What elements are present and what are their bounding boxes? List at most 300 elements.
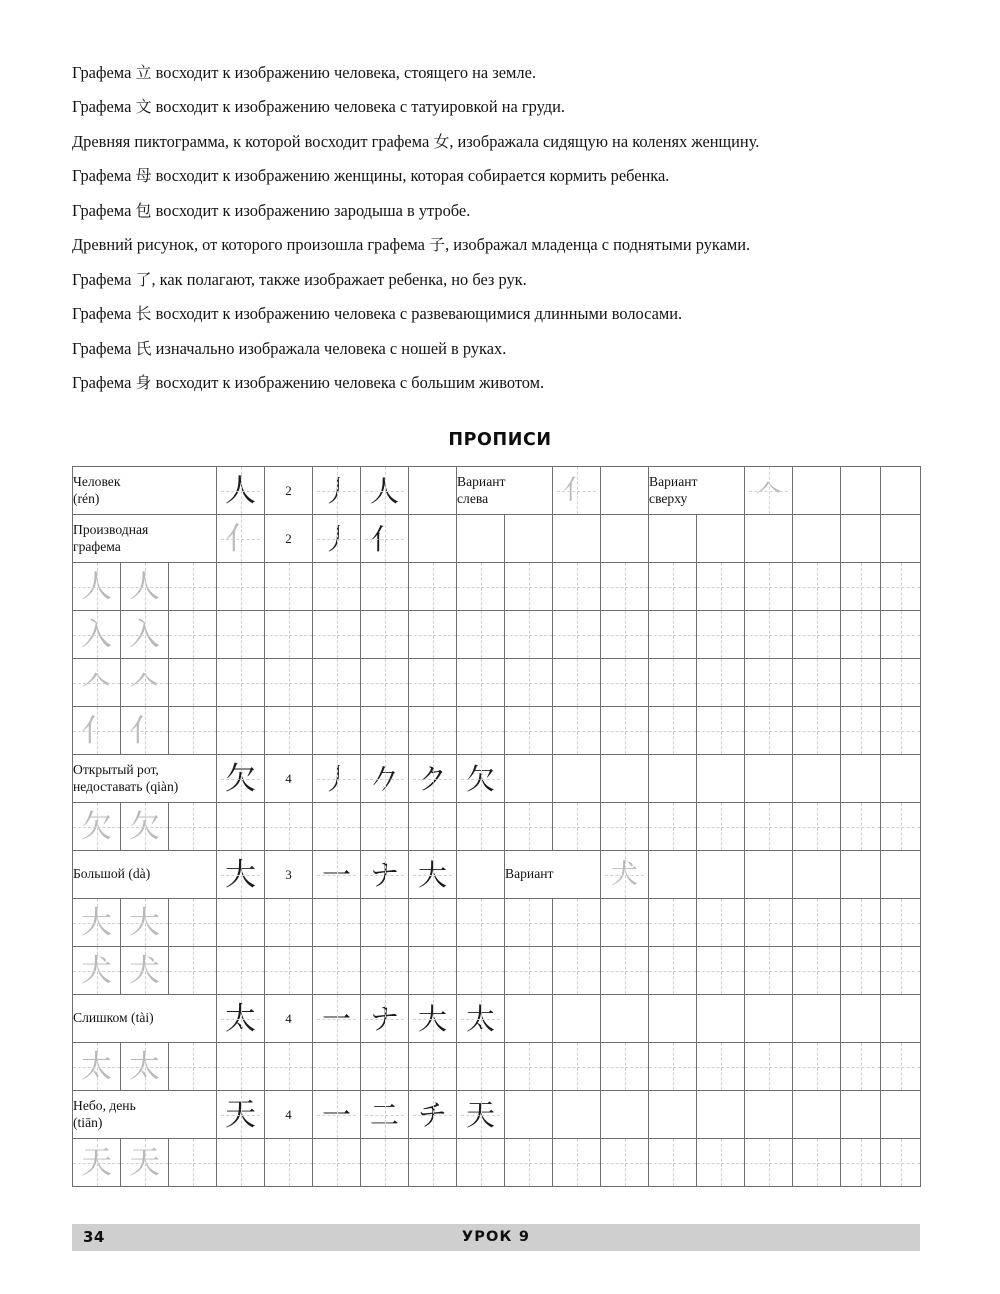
variant-left-glyph-cell: [553, 467, 601, 515]
practice-cell[interactable]: [745, 899, 793, 947]
entry-ren-derived-blank-5[interactable]: [601, 515, 649, 563]
paragraph-9-post: изначально изображала человека с ношей в руках.: [151, 338, 507, 358]
paragraph-1: [72, 62, 930, 85]
practice-cell[interactable]: [361, 899, 409, 947]
entry-ren-derived-model-glyph: 亻: [225, 520, 257, 557]
entry-tai-blank-4[interactable]: [649, 995, 697, 1043]
practice-row: [73, 803, 921, 851]
entry-tai-blank-8[interactable]: [841, 995, 881, 1043]
practice-cell[interactable]: [841, 803, 881, 851]
entry-tai-label-line1: Слишком (tài): [73, 1010, 154, 1026]
entry-tian-blank-4[interactable]: [649, 1091, 697, 1139]
entry-tian-model-glyph: 天: [225, 1096, 257, 1133]
entry-ren-derived-blank-7[interactable]: [697, 515, 745, 563]
practice-cell[interactable]: [793, 611, 841, 659]
practice-cell[interactable]: [409, 803, 457, 851]
practice-cell[interactable]: [505, 563, 553, 611]
practice-cell[interactable]: [841, 1043, 881, 1091]
entry-da-blank-1[interactable]: [457, 851, 505, 899]
entry-ren-header-row: [73, 467, 921, 515]
variant-top-glyph: 𠆢: [755, 474, 783, 506]
practice-cell[interactable]: [217, 803, 265, 851]
practice-model-glyph: 太: [81, 1048, 112, 1085]
entry-tian-blank-6[interactable]: [745, 1091, 793, 1139]
paragraph-10-pre: Графема: [72, 373, 136, 393]
entry-tian-blank-7[interactable]: [793, 1091, 841, 1139]
practice-row: [73, 563, 921, 611]
entry-ren-derived-blank-2[interactable]: [457, 515, 505, 563]
practice-cell[interactable]: [409, 611, 457, 659]
practice-cell[interactable]: [649, 1043, 697, 1091]
practice-cell[interactable]: [313, 611, 361, 659]
entry-tian-blank-3[interactable]: [601, 1091, 649, 1139]
practice-cell[interactable]: [313, 803, 361, 851]
practice-model-glyph-2: 太: [129, 1048, 160, 1085]
paragraph-3: [72, 131, 930, 154]
practice-cell[interactable]: [793, 563, 841, 611]
entry-tai-blank-5[interactable]: [697, 995, 745, 1043]
practice-model-glyph: 入: [81, 616, 112, 653]
practice-model-cell: [73, 659, 121, 707]
paragraph-6-glyph: 子: [429, 235, 446, 255]
entry-qian-blank-6[interactable]: [745, 755, 793, 803]
practice-cell[interactable]: [169, 899, 217, 947]
paragraph-5-glyph: 包: [135, 200, 152, 220]
entry-tian-model-cell: [217, 1091, 265, 1139]
entry-tian-blank-9[interactable]: [881, 1091, 921, 1139]
practice-cell[interactable]: [457, 1043, 505, 1091]
practice-cell[interactable]: [881, 899, 921, 947]
entry-da-blank-2[interactable]: [649, 851, 697, 899]
practice-cell[interactable]: [553, 563, 601, 611]
practice-cell[interactable]: [409, 563, 457, 611]
practice-cell[interactable]: [265, 707, 313, 755]
variant-top-glyph-cell: [745, 467, 793, 515]
entry-da-blank-4[interactable]: [745, 851, 793, 899]
practice-cell[interactable]: [409, 947, 457, 995]
entry-ren-derived-label: [73, 515, 217, 563]
practice-row: [73, 1043, 921, 1091]
practice-cell[interactable]: [649, 899, 697, 947]
practice-cell[interactable]: [409, 707, 457, 755]
paragraph-8-glyph: 长: [135, 304, 152, 324]
entry-qian-blank-7[interactable]: [793, 755, 841, 803]
practice-cell[interactable]: [881, 947, 921, 995]
practice-cell[interactable]: [697, 563, 745, 611]
entry-ren-label: [73, 467, 217, 515]
practice-model-cell-2: [121, 659, 169, 707]
practice-cell[interactable]: [649, 563, 697, 611]
entry-qian-blank-9[interactable]: [881, 755, 921, 803]
practice-cell[interactable]: [649, 803, 697, 851]
practice-row: [73, 707, 921, 755]
practice-cell[interactable]: [649, 659, 697, 707]
practice-cell[interactable]: [697, 707, 745, 755]
entry-ren-blank-3[interactable]: [793, 467, 841, 515]
practice-cell[interactable]: [601, 659, 649, 707]
entry-ren-derived-blank-1[interactable]: [409, 515, 457, 563]
practice-model-glyph: 人: [81, 568, 112, 605]
practice-cell[interactable]: [745, 1043, 793, 1091]
page-footer: [72, 1224, 920, 1251]
entry-tian-stroke-2-glyph: 二: [370, 1097, 400, 1132]
entry-qian-model-cell: [217, 755, 265, 803]
practice-model-glyph-2: 入: [129, 616, 160, 653]
practice-cell[interactable]: [313, 563, 361, 611]
practice-cell[interactable]: [881, 659, 921, 707]
entry-qian-stroke-2-glyph: 𠂊: [370, 761, 400, 796]
practice-cell[interactable]: [601, 899, 649, 947]
practice-model-glyph-2: 欠: [129, 808, 160, 845]
practice-cell[interactable]: [217, 659, 265, 707]
entry-qian-blank-1[interactable]: [505, 755, 553, 803]
prose-block: [72, 62, 930, 407]
practice-cell[interactable]: [457, 611, 505, 659]
practice-cell[interactable]: [745, 803, 793, 851]
practice-cell[interactable]: [841, 563, 881, 611]
practice-cell[interactable]: [841, 707, 881, 755]
practice-cell[interactable]: [881, 803, 921, 851]
entry-tai-blank-6[interactable]: [745, 995, 793, 1043]
practice-cell[interactable]: [841, 659, 881, 707]
practice-cell[interactable]: [649, 1139, 697, 1187]
entry-tai-blank-3[interactable]: [601, 995, 649, 1043]
practice-cell[interactable]: [553, 1043, 601, 1091]
practice-cell[interactable]: [217, 1043, 265, 1091]
practice-cell[interactable]: [409, 1139, 457, 1187]
practice-cell[interactable]: [457, 659, 505, 707]
practice-cell[interactable]: [217, 707, 265, 755]
practice-cell[interactable]: [457, 563, 505, 611]
practice-model-cell-2: [121, 707, 169, 755]
practice-cell[interactable]: [217, 611, 265, 659]
paragraph-7-post: , как полагают, также изображает ребенка, но без рук.: [151, 269, 527, 289]
entry-ren-derived-blank-10[interactable]: [841, 515, 881, 563]
practice-cell[interactable]: [649, 947, 697, 995]
entry-ren-derived-blank-6[interactable]: [649, 515, 697, 563]
paragraph-5-pre: Графема: [72, 200, 136, 220]
practice-cell[interactable]: [745, 1139, 793, 1187]
practice-cell[interactable]: [841, 611, 881, 659]
practice-cell[interactable]: [697, 611, 745, 659]
practice-cell[interactable]: [313, 659, 361, 707]
practice-cell[interactable]: [793, 1139, 841, 1187]
entry-ren-blank-4[interactable]: [841, 467, 881, 515]
entry-tai-blank-7[interactable]: [793, 995, 841, 1043]
entry-ren-derived-blank-11[interactable]: [881, 515, 921, 563]
entry-tai-stroke-3: [409, 995, 457, 1043]
practice-cell[interactable]: [553, 947, 601, 995]
variant-top-label-line2: сверху: [649, 490, 688, 506]
practice-cell[interactable]: [265, 899, 313, 947]
entry-tai-blank-2[interactable]: [553, 995, 601, 1043]
entry-da-stroke-count: 3: [265, 851, 313, 899]
practice-cell[interactable]: [265, 563, 313, 611]
practice-model-cell: [73, 947, 121, 995]
practice-model-cell: [73, 1043, 121, 1091]
practice-cell[interactable]: [601, 803, 649, 851]
entry-da-blank-7[interactable]: [881, 851, 921, 899]
page-number: 34: [83, 1228, 105, 1246]
practice-cell[interactable]: [265, 803, 313, 851]
entry-tai-blank-9[interactable]: [881, 995, 921, 1043]
practice-cell[interactable]: [881, 563, 921, 611]
practice-cell[interactable]: [169, 659, 217, 707]
practice-cell[interactable]: [313, 899, 361, 947]
entry-tai-stroke-2-glyph: ナ: [370, 1001, 400, 1036]
section-title: ПРОПИСИ: [448, 430, 552, 450]
practice-cell[interactable]: [841, 899, 881, 947]
entry-ren-derived-label-line1: Производная: [73, 521, 149, 537]
practice-model-glyph-2: 大: [129, 904, 160, 941]
practice-cell[interactable]: [169, 803, 217, 851]
practice-cell[interactable]: [361, 803, 409, 851]
entry-tian-label-line1: Небо, день: [73, 1097, 136, 1113]
entry-da-model-glyph: 大: [225, 856, 257, 893]
entry-qian-blank-4[interactable]: [649, 755, 697, 803]
practice-cell[interactable]: [361, 947, 409, 995]
practice-cell[interactable]: [649, 611, 697, 659]
practice-cell[interactable]: [697, 1139, 745, 1187]
entry-tian-stroke-3-glyph: チ: [418, 1097, 448, 1132]
paragraph-1-post: восходит к изображению человека, стоящего на земле.: [151, 63, 536, 82]
practice-cell[interactable]: [553, 899, 601, 947]
practice-cell[interactable]: [697, 947, 745, 995]
practice-cell[interactable]: [169, 611, 217, 659]
practice-cell[interactable]: [457, 707, 505, 755]
entry-qian-label-line2: недоставать (qiàn): [73, 778, 179, 794]
practice-cell[interactable]: [217, 947, 265, 995]
practice-row: [73, 1139, 921, 1187]
practice-model-glyph-2: 天: [129, 1144, 160, 1181]
entry-tai-model-glyph: 太: [225, 1000, 257, 1037]
practice-cell[interactable]: [505, 611, 553, 659]
practice-cell[interactable]: [313, 1139, 361, 1187]
practice-cell[interactable]: [745, 947, 793, 995]
practice-cell[interactable]: [601, 611, 649, 659]
entry-tai-stroke-4-glyph: 太: [466, 1001, 496, 1036]
entry-tai-header-row: [73, 995, 921, 1043]
practice-cell[interactable]: [457, 899, 505, 947]
practice-cell[interactable]: [841, 1139, 881, 1187]
entry-ren-stroke-1-glyph: 丿: [322, 473, 352, 508]
entry-tai-stroke-1-glyph: 一: [322, 1001, 352, 1036]
practice-cell[interactable]: [313, 707, 361, 755]
entry-ren-label-line2: (rén): [73, 490, 100, 506]
practice-cell[interactable]: [457, 803, 505, 851]
practice-cell[interactable]: [553, 611, 601, 659]
practice-cell[interactable]: [409, 659, 457, 707]
practice-cell[interactable]: [169, 947, 217, 995]
practice-cell[interactable]: [217, 563, 265, 611]
entry-qian-blank-8[interactable]: [841, 755, 881, 803]
practice-cell[interactable]: [313, 947, 361, 995]
entry-ren-derived-blank-9[interactable]: [793, 515, 841, 563]
practice-cell[interactable]: [505, 707, 553, 755]
entry-da-label: [73, 851, 217, 899]
practice-cell[interactable]: [265, 1139, 313, 1187]
copybook-body: [73, 467, 921, 1187]
practice-cell[interactable]: [409, 1043, 457, 1091]
entry-ren-blank-5[interactable]: [881, 467, 921, 515]
practice-cell[interactable]: [505, 659, 553, 707]
practice-cell[interactable]: [745, 563, 793, 611]
entry-da-variant-label: Вариант: [505, 851, 601, 899]
practice-cell[interactable]: [745, 611, 793, 659]
entry-ren-derived-blank-3[interactable]: [505, 515, 553, 563]
entry-tai-stroke-3-glyph: 大: [418, 1001, 448, 1036]
practice-cell[interactable]: [793, 707, 841, 755]
entry-ren-stroke-2-glyph: 人: [370, 473, 400, 508]
entry-da-variant-glyph-cell: [601, 851, 649, 899]
practice-cell[interactable]: [169, 707, 217, 755]
practice-cell[interactable]: [457, 947, 505, 995]
practice-cell[interactable]: [505, 899, 553, 947]
entry-ren-derived-blank-4[interactable]: [553, 515, 601, 563]
practice-cell[interactable]: [601, 1139, 649, 1187]
entry-da-model-cell: [217, 851, 265, 899]
practice-cell[interactable]: [265, 947, 313, 995]
paragraph-4: [72, 165, 930, 188]
entry-qian-blank-5[interactable]: [697, 755, 745, 803]
practice-cell[interactable]: [217, 899, 265, 947]
entry-qian-stroke-4-glyph: 欠: [466, 761, 496, 796]
paragraph-2: [72, 96, 930, 119]
practice-cell[interactable]: [793, 803, 841, 851]
entry-tian-stroke-4-glyph: 天: [466, 1097, 496, 1132]
entry-tian-blank-1[interactable]: [505, 1091, 553, 1139]
practice-cell[interactable]: [793, 947, 841, 995]
variant-top-label-line1: Вариант: [649, 473, 698, 489]
practice-cell[interactable]: [881, 707, 921, 755]
practice-cell[interactable]: [505, 1139, 553, 1187]
paragraph-2-pre: Графема: [72, 97, 136, 117]
practice-model-glyph-2: 犬: [129, 952, 160, 989]
practice-cell[interactable]: [649, 707, 697, 755]
entry-da-stroke-3: [409, 851, 457, 899]
practice-cell[interactable]: [793, 1043, 841, 1091]
practice-cell[interactable]: [881, 1043, 921, 1091]
practice-cell[interactable]: [169, 563, 217, 611]
practice-cell[interactable]: [697, 659, 745, 707]
practice-cell[interactable]: [601, 1043, 649, 1091]
practice-cell[interactable]: [841, 947, 881, 995]
paragraph-7-pre: Графема: [72, 269, 136, 289]
practice-cell[interactable]: [409, 899, 457, 947]
entry-da-label-line1: Большой (dà): [73, 866, 151, 882]
practice-row: [73, 611, 921, 659]
practice-cell[interactable]: [601, 563, 649, 611]
entry-qian-blank-3[interactable]: [601, 755, 649, 803]
practice-cell[interactable]: [361, 1043, 409, 1091]
practice-cell[interactable]: [505, 1043, 553, 1091]
practice-model-cell-2: [121, 1043, 169, 1091]
practice-cell[interactable]: [793, 899, 841, 947]
entry-qian-blank-2[interactable]: [553, 755, 601, 803]
practice-cell[interactable]: [505, 803, 553, 851]
practice-cell[interactable]: [553, 803, 601, 851]
practice-cell[interactable]: [217, 1139, 265, 1187]
practice-model-cell-2: [121, 947, 169, 995]
practice-cell[interactable]: [265, 1043, 313, 1091]
practice-cell[interactable]: [361, 707, 409, 755]
paragraph-8-pre: Графема: [72, 304, 136, 324]
practice-cell[interactable]: [265, 611, 313, 659]
entry-da-blank-5[interactable]: [793, 851, 841, 899]
practice-cell[interactable]: [169, 1043, 217, 1091]
entry-da-stroke-1: [313, 851, 361, 899]
practice-cell[interactable]: [361, 659, 409, 707]
practice-model-cell: [73, 803, 121, 851]
practice-cell[interactable]: [881, 1139, 921, 1187]
entry-da-stroke-1-glyph: 一: [322, 857, 352, 892]
variant-top-label: [649, 467, 745, 515]
entry-ren-blank-1[interactable]: [409, 467, 457, 515]
paragraph-10-glyph: 身: [135, 373, 152, 393]
practice-cell[interactable]: [697, 899, 745, 947]
paragraph-1-glyph: 立: [135, 63, 152, 82]
entry-da-blank-6[interactable]: [841, 851, 881, 899]
practice-model-cell-2: [121, 563, 169, 611]
entry-da-stroke-3-glyph: 大: [418, 857, 448, 892]
entry-tai-model-cell: [217, 995, 265, 1043]
entry-ren-derived-model-cell: [217, 515, 265, 563]
entry-tai-blank-1[interactable]: [505, 995, 553, 1043]
practice-cell[interactable]: [169, 1139, 217, 1187]
practice-cell[interactable]: [601, 947, 649, 995]
practice-cell[interactable]: [505, 947, 553, 995]
practice-model-glyph-2: 亻: [129, 712, 160, 749]
practice-cell[interactable]: [745, 707, 793, 755]
practice-model-glyph: 天: [81, 1144, 112, 1181]
paragraph-2-glyph: 文: [135, 97, 152, 117]
practice-cell[interactable]: [313, 1043, 361, 1091]
practice-cell[interactable]: [457, 1139, 505, 1187]
practice-cell[interactable]: [745, 659, 793, 707]
practice-cell[interactable]: [361, 563, 409, 611]
paragraph-7: [72, 269, 930, 292]
entry-qian-stroke-1: [313, 755, 361, 803]
entry-ren-derived-blank-8[interactable]: [745, 515, 793, 563]
practice-cell[interactable]: [553, 707, 601, 755]
entry-tian-blank-2[interactable]: [553, 1091, 601, 1139]
entry-tian-blank-5[interactable]: [697, 1091, 745, 1139]
paragraph-8-post: восходит к изображению человека с развевающимися длинными волосами.: [151, 304, 683, 324]
entry-ren-model-cell: [217, 467, 265, 515]
entry-tian-blank-8[interactable]: [841, 1091, 881, 1139]
entry-ren-derived-label-line2: графема: [73, 538, 121, 554]
practice-cell[interactable]: [881, 611, 921, 659]
entry-tai-label: [73, 995, 217, 1043]
practice-cell[interactable]: [697, 1043, 745, 1091]
entry-ren-blank-2[interactable]: [601, 467, 649, 515]
practice-row: [73, 899, 921, 947]
practice-row: [73, 659, 921, 707]
practice-cell[interactable]: [553, 1139, 601, 1187]
entry-tai-stroke-1: [313, 995, 361, 1043]
practice-cell[interactable]: [361, 611, 409, 659]
practice-cell[interactable]: [793, 659, 841, 707]
entry-tai-stroke-2: [361, 995, 409, 1043]
practice-cell[interactable]: [265, 659, 313, 707]
entry-da-blank-3[interactable]: [697, 851, 745, 899]
practice-model-cell: [73, 899, 121, 947]
practice-cell[interactable]: [361, 1139, 409, 1187]
practice-cell[interactable]: [601, 707, 649, 755]
practice-cell[interactable]: [553, 659, 601, 707]
practice-cell[interactable]: [697, 803, 745, 851]
copybook-table-wrapper: [72, 466, 920, 1187]
